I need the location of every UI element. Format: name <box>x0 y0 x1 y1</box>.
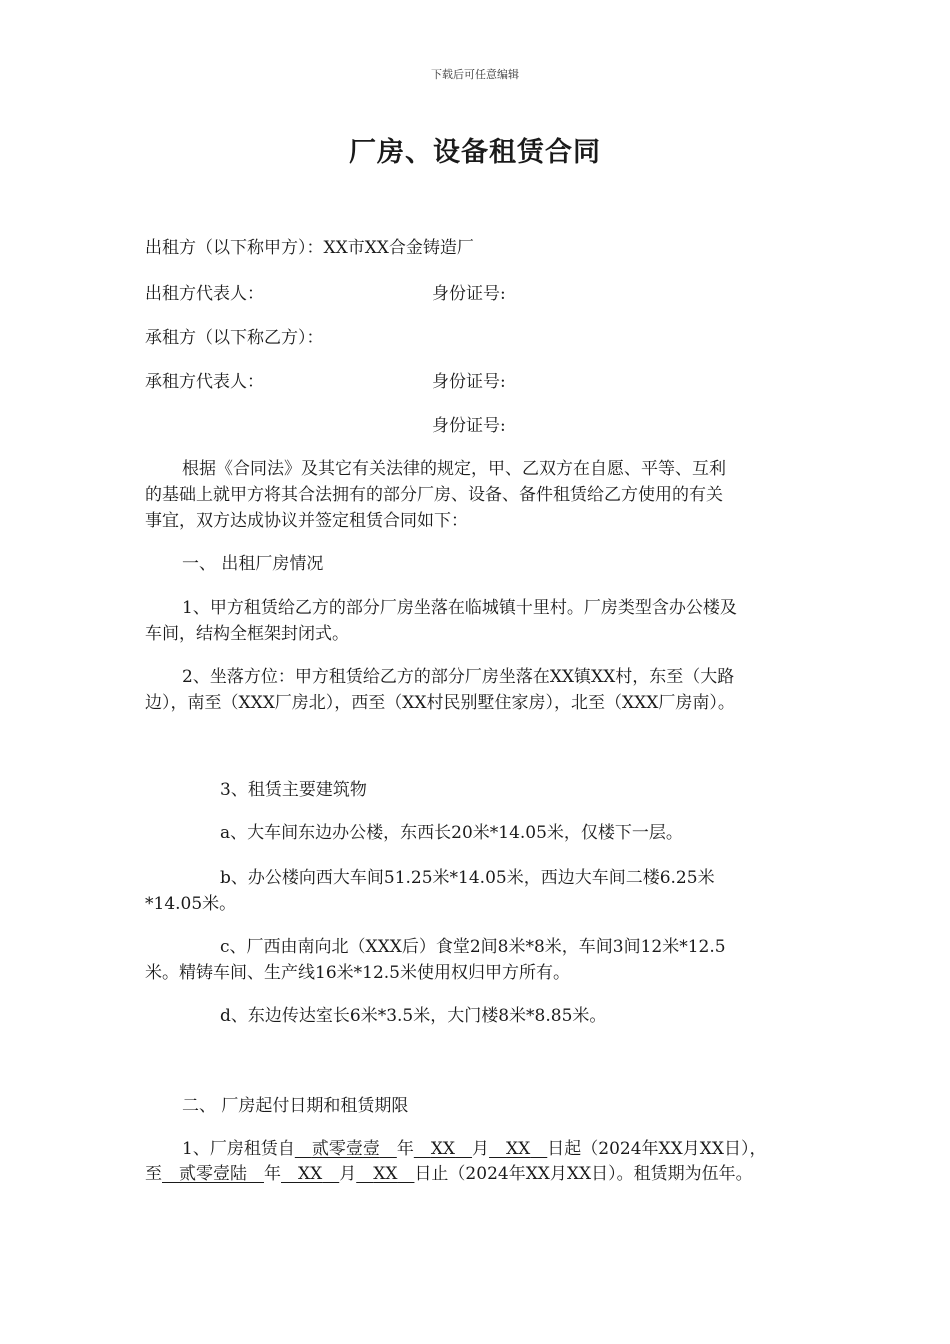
start-day-field: XX <box>506 1139 531 1159</box>
term-end-suffix: 日止（2024年XX月XX日）。租赁期为伍年。 <box>414 1164 753 1184</box>
start-month-field: XX <box>430 1139 456 1159</box>
month-label: 月 <box>472 1139 490 1159</box>
item-d: d、东边传达室长6米*3.5米，大门楼8米*8.85米。 <box>220 1006 607 1026</box>
contract-title: 厂房、设备租赁合同 <box>349 137 601 168</box>
year-label: 年 <box>396 1139 414 1159</box>
term-start-prefix: 1、厂房租赁自 <box>182 1139 295 1159</box>
term-end-prefix: 至 <box>145 1164 162 1184</box>
header-note: 下载后可任意编辑 <box>431 68 519 81</box>
clause-1-2-line-2: 边），南至（XXX厂房北），西至（XX村民别墅住家房），北至（XXX厂房南）。 <box>145 693 735 713</box>
section-1-heading: 一、 出租厂房情况 <box>182 554 324 574</box>
term-start-line <box>182 1137 766 1161</box>
intro-line-1: 根据《合同法》及其它有关法律的规定，甲、乙双方在自愿、平等、互利 <box>182 459 726 479</box>
lessee-rep: 承租方代表人： <box>145 372 264 392</box>
item-c-line-1: c、厂西由南向北（XXX后）食堂2间8米*8米，车间3间12米*12.5 <box>220 937 726 957</box>
lessee-id: 身份证号: <box>432 372 506 392</box>
year-label: 年 <box>264 1164 281 1184</box>
lessor-id: 身份证号: <box>432 284 506 304</box>
lessor-line: 出租方（以下称甲方）：XX市XX合金铸造厂 <box>145 238 474 258</box>
clause-1-1-line-1: 1、甲方租赁给乙方的部分厂房坐落在临城镇十里村。厂房类型含办公楼及 <box>182 598 737 618</box>
end-year-field: 贰零壹陆 <box>179 1164 247 1184</box>
item-b-line-1: b、办公楼向西大车间51.25米*14.05米，西边大车间二楼6.25米 <box>220 868 715 888</box>
item-b-line-2: *14.05米。 <box>145 894 237 914</box>
item-c-line-2: 米。精铸车间、生产线16米*12.5米使用权归甲方所有。 <box>145 963 570 983</box>
intro-line-3: 事宜，双方达成协议并签定租赁合同如下： <box>145 511 468 531</box>
lessor-rep: 出租方代表人： <box>145 284 264 304</box>
start-year-field: 贰零壹壹 <box>311 1139 380 1159</box>
term-start-suffix: 日起（2024年XX月XX日）， <box>547 1139 767 1159</box>
lessee-line: 承租方（以下称乙方）： <box>145 328 324 348</box>
end-day-field: XX <box>373 1164 398 1184</box>
clause-1-3: 3、租赁主要建筑物 <box>220 780 367 800</box>
clause-1-1-line-2: 车间，结构全框架封闭式。 <box>145 624 349 644</box>
end-month-field: XX <box>298 1164 323 1184</box>
extra-id: 身份证号: <box>432 416 506 436</box>
item-a: a、大车间东边办公楼，东西长20米*14.05米，仅楼下一层。 <box>220 823 683 843</box>
intro-line-2: 的基础上就甲方将其合法拥有的部分厂房、设备、备件租赁给乙方使用的有关 <box>145 485 723 505</box>
month-label: 月 <box>339 1164 357 1184</box>
term-end-line <box>145 1162 753 1186</box>
clause-1-2-line-1: 2、坐落方位：甲方租赁给乙方的部分厂房坐落在XX镇XX村，东至（大路 <box>182 667 735 687</box>
section-2-heading: 二、 厂房起付日期和租赁期限 <box>182 1096 409 1116</box>
